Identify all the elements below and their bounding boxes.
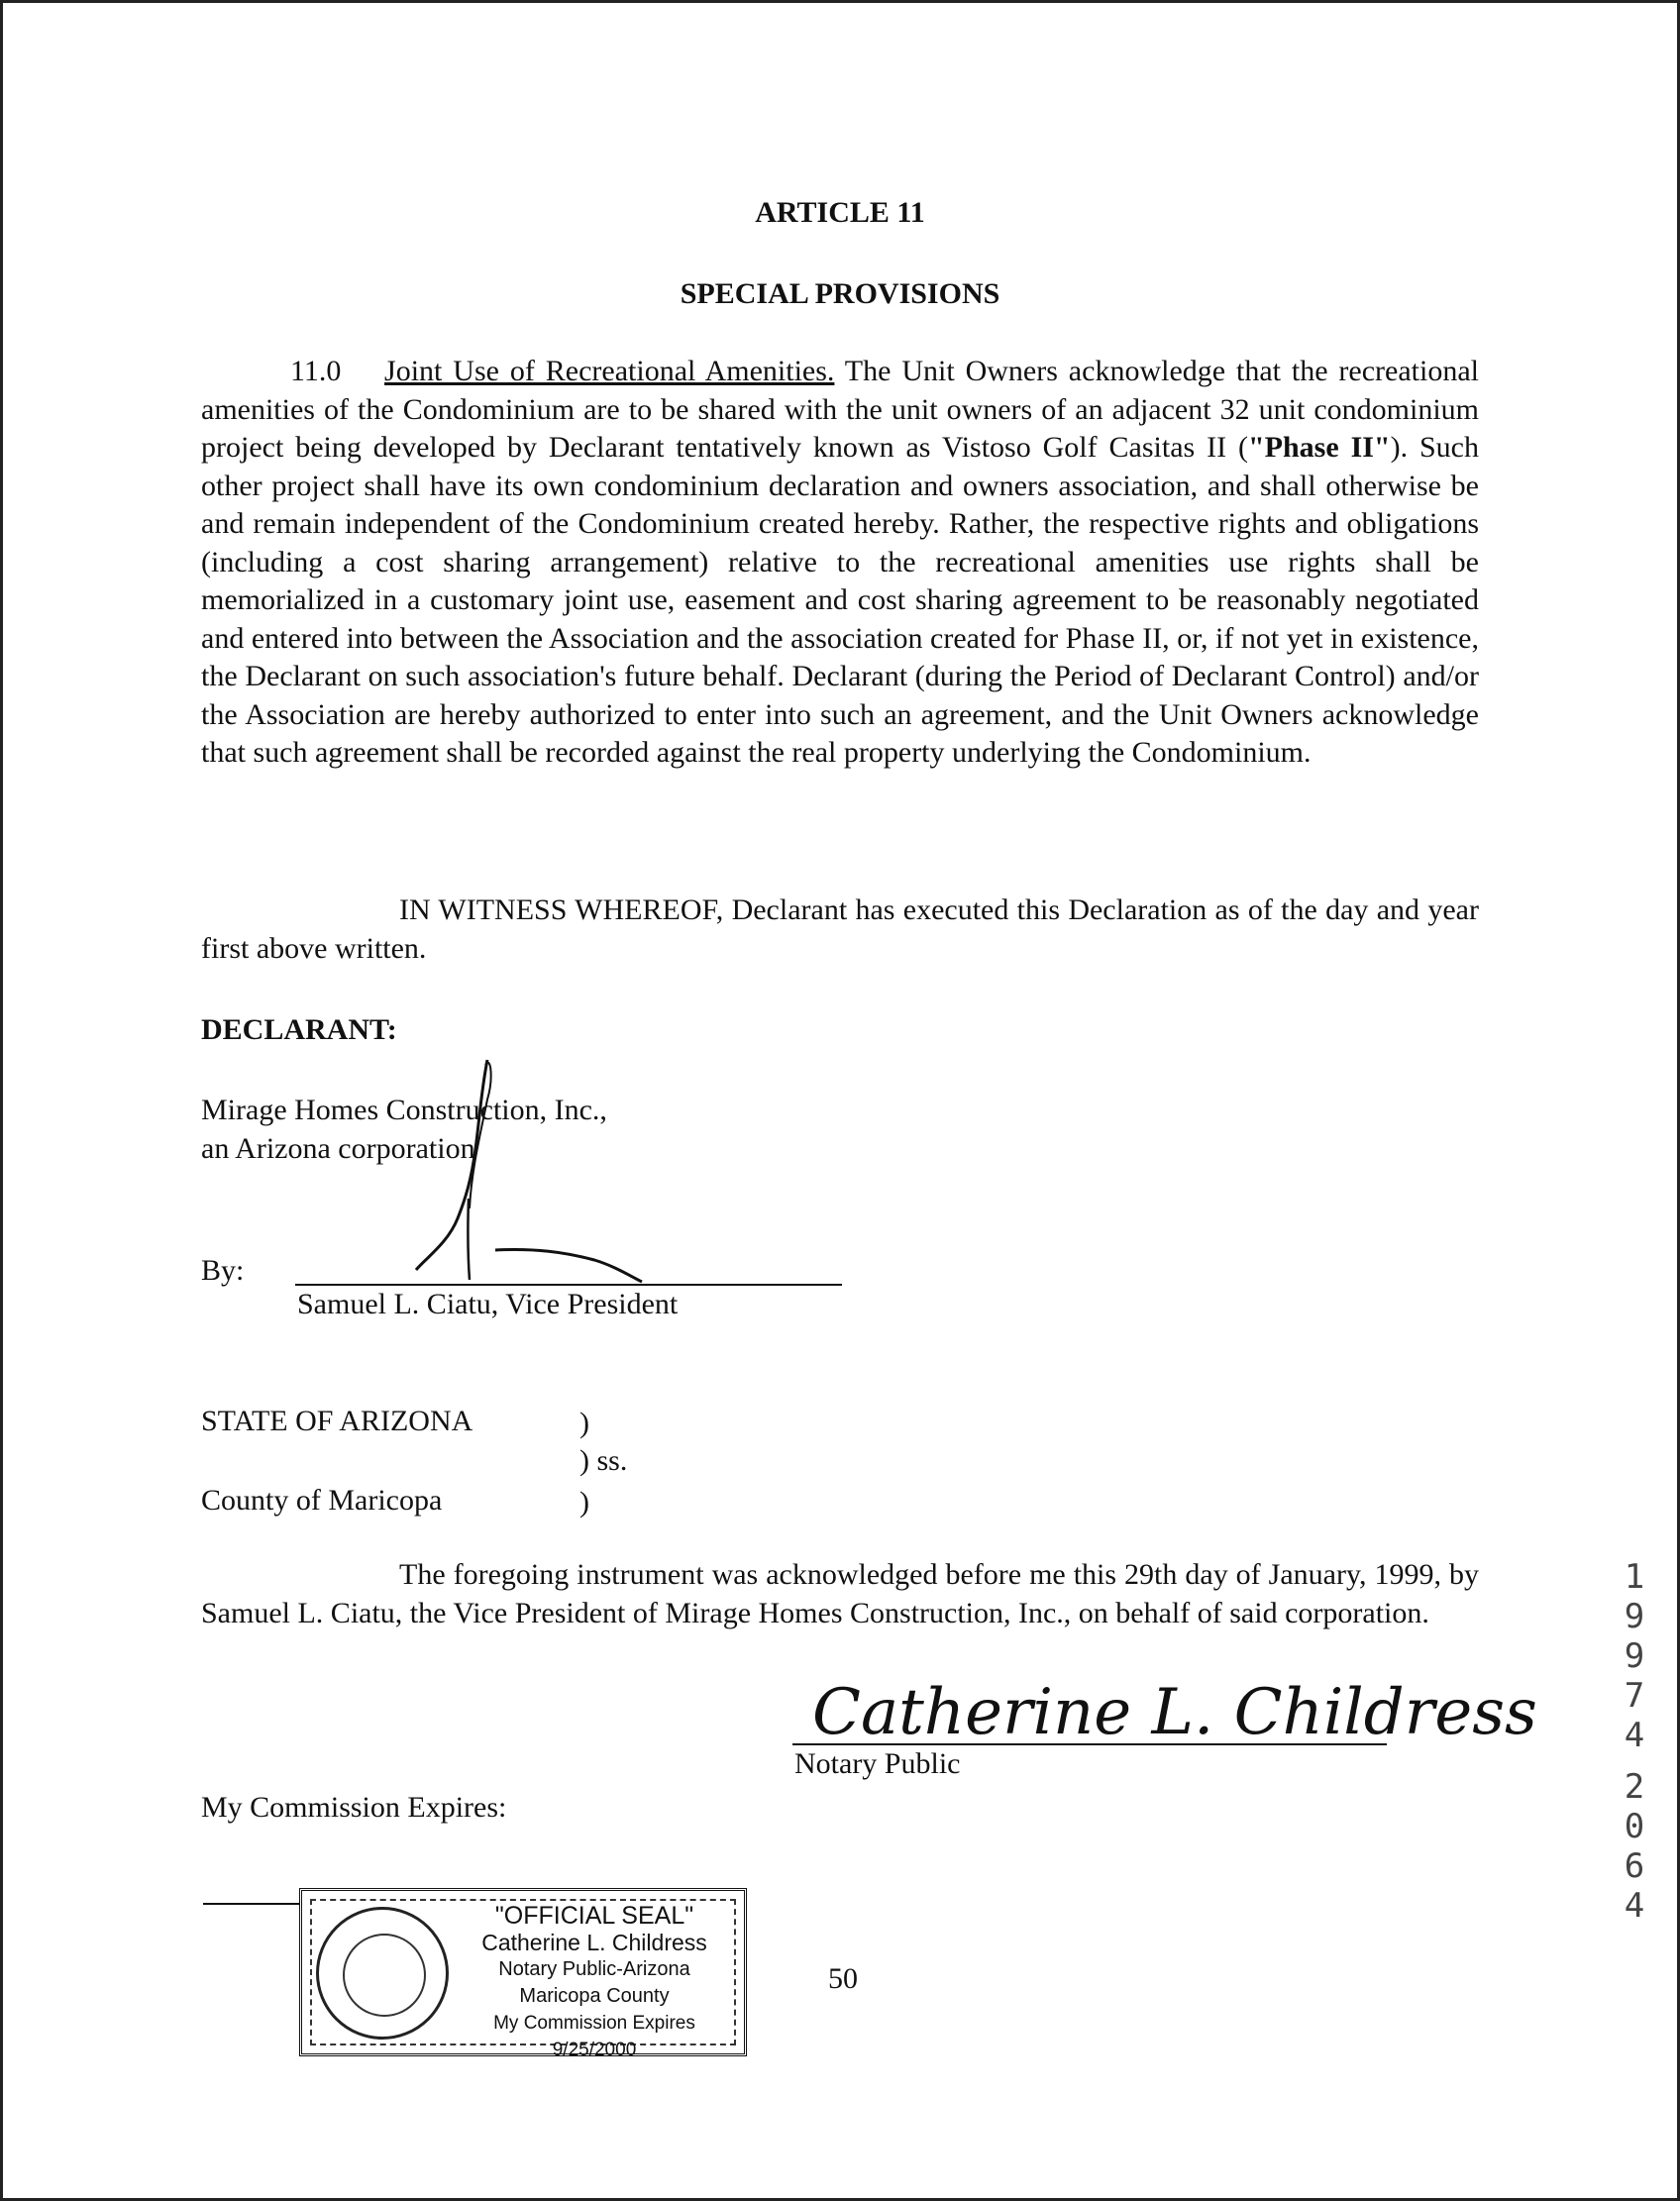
venue-paren-bottom: ) (579, 1486, 589, 1519)
section-heading-link: Joint Use of Recreational Amenities. (384, 355, 835, 387)
page-number: 50 (828, 1962, 858, 1995)
declarant-label: DECLARANT: (201, 1013, 397, 1046)
state-seal-emblem (316, 1907, 449, 2040)
venue-county: County of Maricopa (201, 1484, 443, 1517)
seal-line-5: My Commission Expires 9/25/2000 (493, 2013, 695, 2060)
signature-stem (468, 1199, 470, 1280)
venue-state: STATE OF ARIZONA (201, 1405, 473, 1437)
seal-line-4: Maricopa County (519, 1985, 670, 2007)
seal-text (461, 1903, 728, 2063)
signature-flourish (495, 1249, 642, 1282)
recording-number-top: 19974 (1624, 1557, 1645, 1755)
section-11-paragraph (201, 353, 1479, 773)
recording-number-bottom: 2064 (1624, 1767, 1645, 1926)
acknowledgment-paragraph: The foregoing instrument was acknowledged before me this 29th day of January, 1999, by Samuel L. Ciatu, the Vice President of Mirage Homes Construction, Inc., on behalf of said corporation. (201, 1558, 1479, 1629)
section-heading: SPECIAL PROVISIONS (680, 277, 1000, 310)
declarant-signer: Samuel L. Ciatu, Vice President (297, 1288, 679, 1320)
venue-paren-top: ) (579, 1407, 589, 1439)
notary-signature (792, 1664, 1537, 1753)
signature-loop (470, 1063, 491, 1208)
seal-line-3: Notary Public-Arizona (498, 1958, 690, 1980)
witness-paragraph: IN WITNESS WHEREOF, Declarant has executed this Declaration as of the day and year first above written. (201, 893, 1479, 965)
by-label: By: (201, 1254, 245, 1287)
declarant-signature-line (295, 1284, 842, 1286)
seal-line-2: Catherine L. Childress (481, 1930, 707, 1955)
section-text-1: The Unit Owners acknowledge that the recreational amenities of the Condominium are to be shared with the unit owners of an adjacent 32 unit condominium project being developed by Declarant tentatively known as Vistoso Golf Casitas II ( (201, 355, 1479, 464)
defined-term: "Phase II" (1248, 431, 1391, 464)
commission-label: My Commission Expires: (201, 1791, 507, 1824)
article-heading: ARTICLE 11 (755, 196, 925, 229)
section-text-2: ). Such other project shall have its own condominium declaration and owners association, and shall otherwise be and remain independent of the Condominium created hereby. Rather, the respective rights and obligations (including a cost sharing arrangement) relative to the recreational amenities use rights shall be memorialized in a customary joint use, easement and cost sharing agreement to be reasonably negotiated and entered into between the Association and the association created for Phase II, or, if not yet in existence, the Declarant on such association's future behalf. Declarant (during the Period of Declarant Control) and/or the Association are hereby authorized to enter into such an agreement, and the Unit Owners acknowledge that such agreement shall be recorded against the real property underlying the Condominium. (201, 431, 1479, 769)
signature-stroke (416, 1060, 487, 1270)
notary-signature-line (792, 1743, 1387, 1745)
commission-line (203, 1903, 302, 1905)
notary-signature-script: Catherine L. Childress (812, 1676, 1537, 1749)
official-seal (299, 1888, 747, 2060)
venue-ss: ) ss. (579, 1444, 628, 1477)
notary-title: Notary Public (794, 1747, 961, 1780)
seal-line-1: "OFFICIAL SEAL" (494, 1902, 694, 1930)
section-number: 11.0 (290, 355, 342, 387)
declarant-signature (396, 1050, 654, 1288)
company-line-2: an Arizona corporation (201, 1132, 475, 1165)
company-line-1: Mirage Homes Construction, Inc., (201, 1094, 607, 1126)
